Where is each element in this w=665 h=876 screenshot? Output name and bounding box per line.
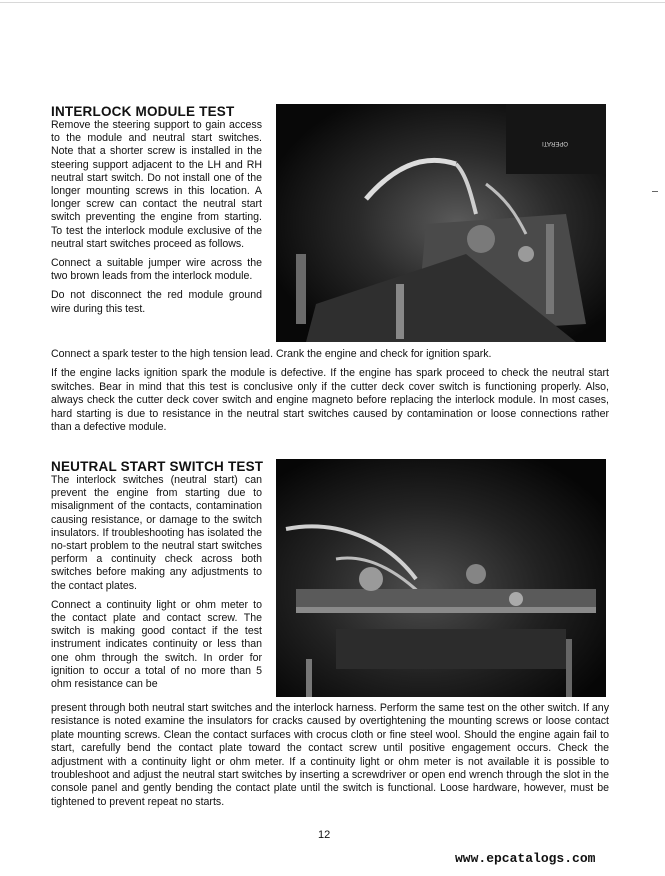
website-watermark: www.epcatalogs.com — [455, 851, 596, 866]
neutral-start-switch-test-heading: NEUTRAL START SWITCH TEST — [51, 459, 264, 474]
top-rule — [0, 2, 665, 3]
paragraph: Do not disconnect the red module ground wire during this test. — [51, 289, 262, 315]
paragraph: The interlock switches (neutral start) can prevent the engine from starting due to misalignment of the contacts, contamination causing resistance, or damage to the switch insulators. If troubleshooting has isolated the no-start problem to the neutral start switches perform a continuity check across both switches before making any adjustments to the contact plates. — [51, 474, 262, 592]
interlock-module-test-column — [51, 119, 262, 322]
interlock-module-test-heading: INTERLOCK MODULE TEST — [51, 104, 235, 119]
paragraph: Remove the steering support to gain access to the module and neutral start switches. Note that a shorter screw is installed in the steering support adjacent to the LH and RH neutral start switch. Do not install one of the longer mounting screws in this location. A longer screw can contact the neutral start switch preventing the engine from starting. To test the interlock module exclusive of the neutral start switches proceed as follows. — [51, 119, 262, 250]
paragraph: Connect a suitable jumper wire across the two brown leads from the interlock module. — [51, 257, 262, 283]
margin-mark — [652, 191, 658, 192]
interlock-full-width-text — [51, 348, 609, 434]
neutral-start-switch-test-column — [51, 474, 262, 691]
photo-decal-text: OPERATI — [542, 140, 568, 146]
paragraph: If the engine lacks ignition spark the module is defective. If the engine has spark proceed to check the neutral start switches. Bear in mind that this test is conclusive only if the cutter deck cover switch is functioning properly. Also, always check the cutter deck cover switch and engine magneto before replacing the interlock module. In most cases, hard starting is due to resistance in the neutral start switches caused by contamination or loose connections rather than a defective module. — [51, 367, 609, 434]
paragraph: Connect a spark tester to the high tension lead. Crank the engine and check for ignition spark. — [51, 348, 492, 360]
interlock-module-photo — [276, 104, 606, 342]
page-number: 12 — [318, 829, 331, 841]
neutral-start-switch-photo — [276, 459, 606, 697]
paragraph: Connect a continuity light or ohm meter to the contact plate and contact screw. The switch is making good contact if the test instrument indicates continuity or less than one ohm through the switch. In order for ignition to occur a total of no more than 5 ohm resistance can be — [51, 598, 262, 691]
neutral-start-full-width-text: present through both neutral start switches and the interlock harness. Perform the same test on the other switch. If any resistance is noted examine the insulators for cracks caused by overtightening the mounting screws or loose contact plate mounting screws. Clean the contact surfaces with crocus cloth or fine steel wool. Should the engine again fail to start, carefully bend the contact plate toward the contact screw until positive engagement occurs. Check the adjustment with a continuity light or ohm meter. If a continuity light or ohm meter is not available it is possible to troubleshoot and adjust the neutral start switches by inserting a screwdriver or open end wrench through the slot in the console panel and gently bending the contact plate until the switch is functional. Loose hardware, however, must be tightened to prevent repeat no starts. — [51, 702, 609, 808]
